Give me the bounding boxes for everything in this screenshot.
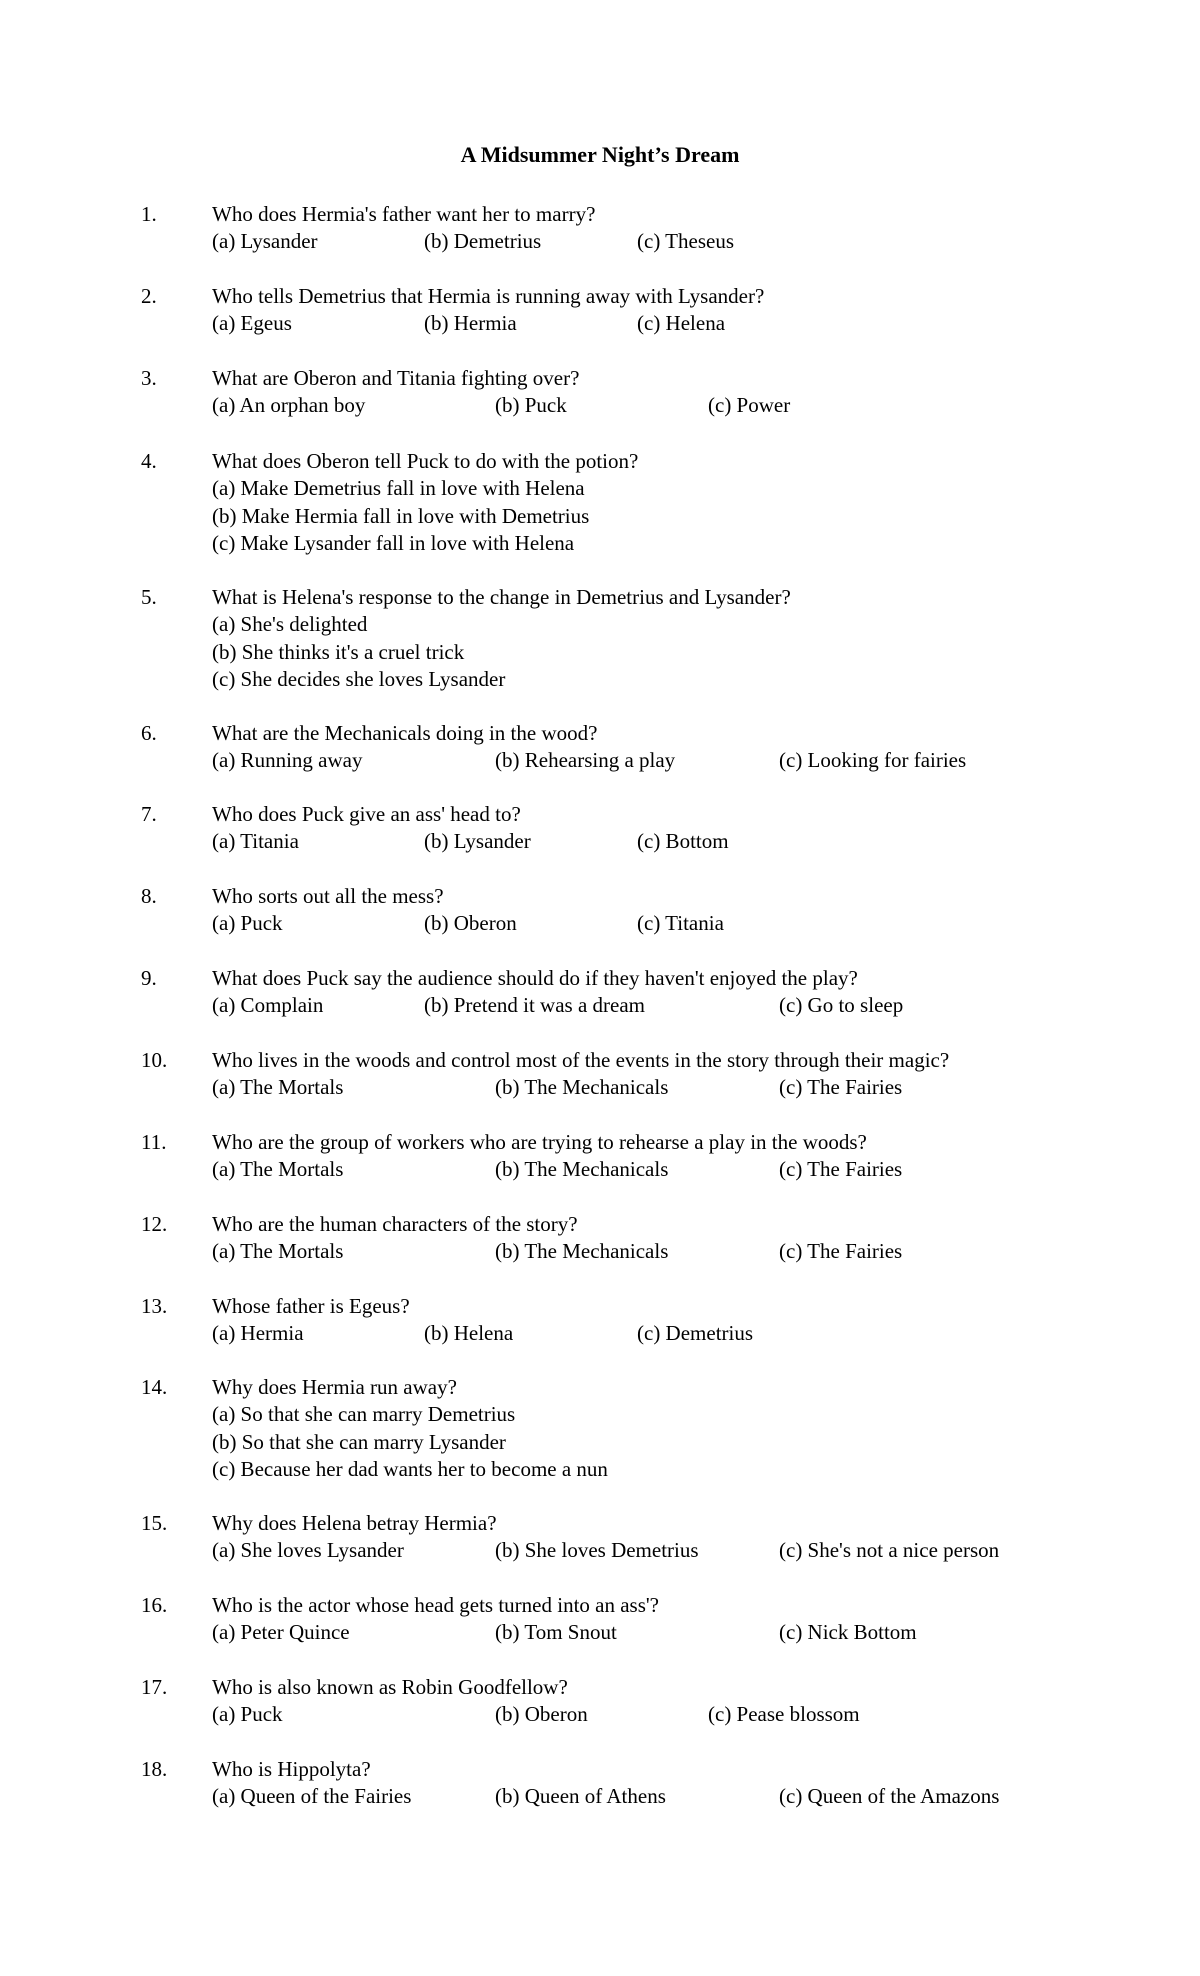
question-number: 3.: [141, 366, 157, 390]
question-number: 10.: [141, 1048, 168, 1072]
answer-option: (a) Puck: [212, 911, 283, 935]
answer-option: (b) Demetrius: [424, 229, 542, 253]
question-text: Who lives in the woods and control most of the events in the story through their magic?: [212, 1048, 950, 1072]
answer-option: (a) She's delighted: [212, 612, 368, 636]
answer-option: (c) The Fairies: [779, 1157, 903, 1181]
answer-option: (b) The Mechanicals: [495, 1239, 669, 1263]
answer-option: (a) Queen of the Fairies: [212, 1784, 412, 1808]
answer-option: (c) The Fairies: [779, 1239, 903, 1263]
answer-option: (a) The Mortals: [212, 1239, 344, 1263]
question-number: 6.: [141, 721, 157, 745]
answer-option: (b) Queen of Athens: [495, 1784, 666, 1808]
answer-option: (a) Running away: [212, 748, 363, 772]
question-text: Why does Helena betray Hermia?: [212, 1511, 497, 1535]
question-text: Who sorts out all the mess?: [212, 884, 444, 908]
answer-option: (b) Oberon: [424, 911, 517, 935]
question-number: 15.: [141, 1511, 168, 1535]
answer-option: (b) She loves Demetrius: [495, 1538, 699, 1562]
question-number: 12.: [141, 1212, 168, 1236]
answer-option: (a) An orphan boy: [212, 393, 366, 417]
answer-option: (c) Nick Bottom: [779, 1620, 917, 1644]
answer-option: (b) Puck: [495, 393, 567, 417]
answer-option: (c) Make Lysander fall in love with Helena: [212, 531, 575, 555]
answer-option: (a) Peter Quince: [212, 1620, 350, 1644]
answer-option: (c) She decides she loves Lysander: [212, 667, 506, 691]
answer-option: (c) Looking for fairies: [779, 748, 967, 772]
answer-option: (b) Oberon: [495, 1702, 588, 1726]
answer-option: (c) Bottom: [637, 829, 729, 853]
answer-option: (b) Make Hermia fall in love with Demetrius: [212, 503, 590, 528]
answer-option: (c) Because her dad wants her to become a nun: [212, 1457, 608, 1481]
answer-option: (a) Titania: [212, 829, 299, 853]
question-number: 5.: [141, 585, 157, 609]
question-number: 14.: [141, 1375, 168, 1399]
answer-option: (a) Make Demetrius fall in love with Helena: [212, 476, 585, 500]
question-number: 13.: [141, 1294, 168, 1318]
answer-option: (b) Tom Snout: [495, 1620, 617, 1644]
question-text: Who is Hippolyta?: [212, 1757, 371, 1781]
question-text: Whose father is Egeus?: [212, 1294, 410, 1318]
answer-option: (b) Pretend it was a dream: [424, 993, 646, 1017]
answer-option: (a) Lysander: [212, 229, 318, 253]
answer-option: (b) Rehearsing a play: [495, 748, 676, 772]
question-text: What are Oberon and Titania fighting over?: [212, 366, 580, 390]
answer-option: (c) She's not a nice person: [779, 1538, 1000, 1562]
answer-option: (c) Helena: [637, 311, 726, 335]
question-number: 17.: [141, 1675, 168, 1699]
question-number: 11.: [141, 1130, 167, 1154]
answer-option: (a) Complain: [212, 993, 324, 1017]
answer-option: (c) Power: [708, 393, 791, 417]
answer-option: (a) The Mortals: [212, 1157, 344, 1181]
question-number: 9.: [141, 966, 157, 990]
answer-option: (c) Demetrius: [637, 1321, 754, 1345]
answer-option: (b) Lysander: [424, 829, 531, 853]
question-text: Who does Hermia's father want her to marry?: [212, 202, 596, 226]
answer-option: (c) Titania: [637, 911, 724, 935]
question-text: Who are the human characters of the story?: [212, 1212, 578, 1236]
question-text: What are the Mechanicals doing in the wood?: [212, 721, 598, 745]
answer-option: (b) So that she can marry Lysander: [212, 1429, 506, 1454]
answer-option: (b) Helena: [424, 1321, 514, 1345]
answer-option: (c) Go to sleep: [779, 993, 904, 1017]
answer-option: (a) The Mortals: [212, 1075, 344, 1099]
question-text: Why does Hermia run away?: [212, 1375, 457, 1399]
question-number: 7.: [141, 802, 157, 826]
question-text: What is Helena's response to the change in Demetrius and Lysander?: [212, 585, 791, 609]
answer-option: (c) Queen of the Amazons: [779, 1784, 1000, 1808]
answer-option: (a) Egeus: [212, 311, 292, 335]
answer-option: (a) So that she can marry Demetrius: [212, 1402, 516, 1426]
answer-option: (b) She thinks it's a cruel trick: [212, 639, 465, 664]
question-number: 1.: [141, 202, 157, 226]
answer-option: (a) Puck: [212, 1702, 283, 1726]
answer-option: (a) She loves Lysander: [212, 1538, 404, 1562]
question-number: 2.: [141, 284, 157, 308]
question-number: 16.: [141, 1593, 168, 1617]
question-text: Who is also known as Robin Goodfellow?: [212, 1675, 568, 1699]
question-text: Who are the group of workers who are trying to rehearse a play in the woods?: [212, 1130, 867, 1154]
answer-option: (c) The Fairies: [779, 1075, 903, 1099]
question-number: 8.: [141, 884, 157, 908]
page-title: A Midsummer Night’s Dream: [460, 142, 740, 167]
answer-option: (a) Hermia: [212, 1321, 304, 1345]
question-text: Who tells Demetrius that Hermia is running away with Lysander?: [212, 284, 765, 308]
question-number: 18.: [141, 1757, 168, 1781]
answer-option: (b) Hermia: [424, 311, 517, 335]
question-text: What does Puck say the audience should do if they haven't enjoyed the play?: [212, 966, 858, 990]
question-text: What does Oberon tell Puck to do with the potion?: [212, 449, 639, 473]
answer-option: (c) Pease blossom: [708, 1702, 860, 1726]
answer-option: (b) The Mechanicals: [495, 1157, 669, 1181]
question-text: Who does Puck give an ass' head to?: [212, 802, 521, 826]
question-text: Who is the actor whose head gets turned into an ass'?: [212, 1593, 659, 1617]
answer-option: (c) Theseus: [637, 229, 734, 253]
answer-option: (b) The Mechanicals: [495, 1075, 669, 1099]
question-number: 4.: [141, 449, 157, 473]
